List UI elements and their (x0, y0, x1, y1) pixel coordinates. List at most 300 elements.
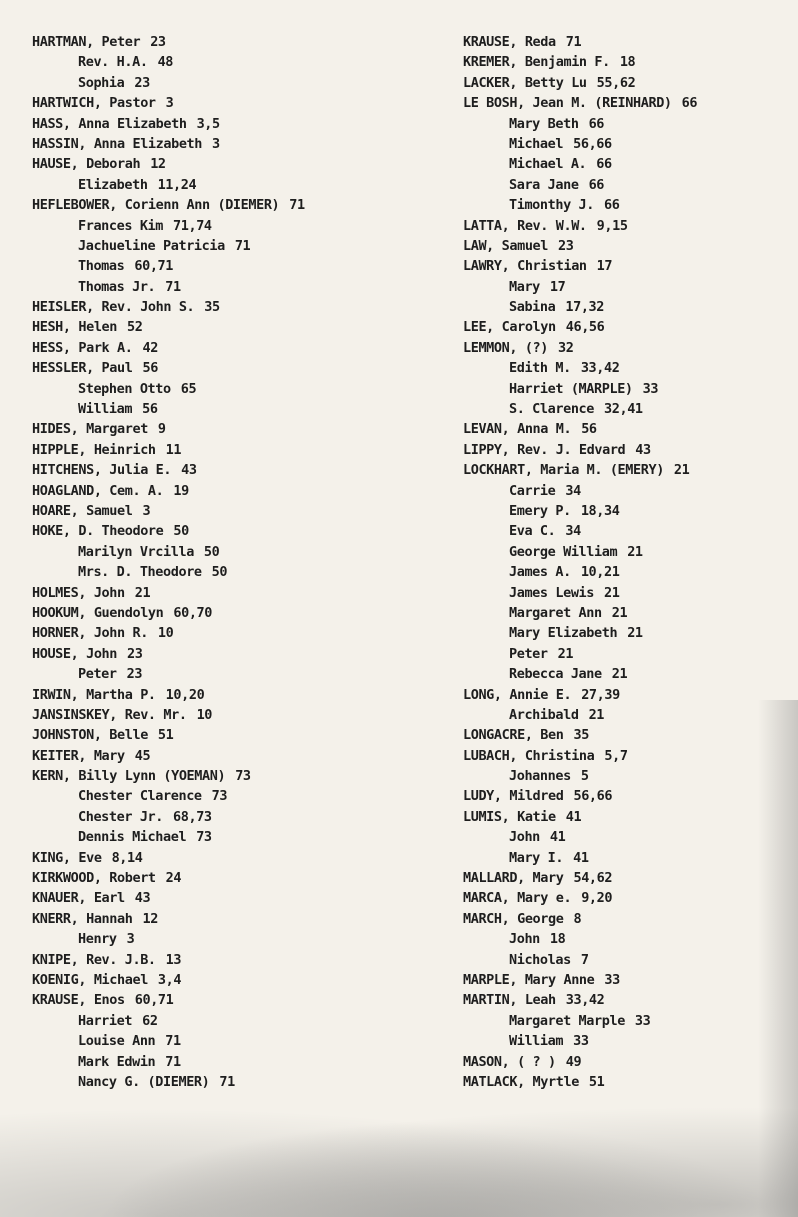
index-entry (32, 644, 412, 664)
entry-pages: 27,39 (581, 686, 620, 703)
index-entry (463, 868, 793, 888)
entry-pages: 17 (596, 258, 613, 275)
index-subentry (463, 501, 793, 521)
entry-pages: 41 (565, 808, 582, 825)
index-entry (32, 419, 412, 439)
entry-name: HESS, Park A. (32, 339, 133, 356)
entry-pages: 71 (165, 1053, 181, 1070)
entry-pages: 3 (142, 502, 151, 519)
entry-name: Nicholas (509, 951, 571, 968)
entry-pages: 3,5 (196, 115, 220, 132)
index-subentry (32, 664, 412, 684)
index-subentry (32, 379, 412, 399)
entry-pages: 11 (165, 441, 182, 458)
entry-pages: 33 (642, 380, 659, 397)
entry-pages: 5 (580, 768, 589, 785)
entry-name: LEVAN, Anna M. (463, 421, 572, 438)
index-subentry (463, 929, 793, 949)
index-subentry (463, 1011, 793, 1031)
entry-pages: 33,42 (565, 992, 605, 1009)
index-entry (32, 848, 412, 868)
entry-pages: 9,15 (596, 217, 628, 234)
entry-name: Nancy G. (DIEMER) (78, 1073, 210, 1090)
index-entry (463, 888, 793, 908)
entry-name: KRAUSE, Reda (463, 34, 556, 50)
entry-name: HEISLER, Rev. John S. (32, 299, 195, 316)
entry-pages: 33 (634, 1012, 651, 1029)
entry-pages: 21 (673, 462, 690, 479)
index-entry (32, 746, 412, 766)
entry-name: JOHNSTON, Belle (32, 727, 148, 744)
entry-name: KRAUSE, Enos (32, 992, 125, 1009)
index-subentry (32, 807, 412, 827)
entry-pages: 21 (611, 604, 628, 621)
entry-name: MASON, ( ? ) (463, 1053, 556, 1070)
entry-name: LACKER, Betty Lu (463, 74, 587, 91)
index-subentry (32, 827, 412, 847)
entry-name: Dennis Michael (78, 829, 187, 846)
index-entry (32, 950, 412, 970)
entry-pages: 34 (565, 523, 581, 540)
entry-name: HASSIN, Anna Elizabeth (32, 135, 203, 152)
entry-pages: 3 (212, 135, 220, 152)
entry-name: Archibald (509, 706, 579, 723)
entry-pages: 41 (573, 849, 589, 866)
index-entry (463, 256, 793, 276)
entry-name: William (509, 1033, 564, 1050)
entry-pages: 10,21 (580, 564, 620, 581)
entry-name: Eva C. (509, 523, 556, 540)
entry-pages: 71,74 (173, 217, 212, 234)
entry-pages: 46,56 (565, 319, 605, 336)
index-entry (32, 970, 412, 990)
entry-name: HARTMAN, Peter (32, 34, 141, 50)
entry-pages: 66 (681, 95, 698, 112)
entry-pages: 65 (180, 380, 197, 397)
entry-pages: 50 (203, 543, 220, 560)
entry-name: LATTA, Rev. W.W. (463, 217, 587, 234)
index-subentry (463, 827, 793, 847)
entry-pages: 50 (173, 523, 189, 540)
entry-pages: 43 (181, 462, 197, 479)
index-entry (463, 338, 793, 358)
entry-pages: 62 (142, 1012, 158, 1029)
entry-name: S. Clarence (509, 401, 595, 418)
index-subentry (463, 399, 793, 419)
entry-pages: 3,4 (157, 971, 182, 988)
index-entry (32, 888, 412, 908)
entry-name: MARCA, Mary e. (463, 890, 572, 907)
entry-pages: 21 (588, 706, 605, 723)
entry-pages: 8,14 (111, 849, 143, 866)
entry-name: KREMER, Benjamin F. (463, 54, 610, 71)
entry-name: Marilyn Vrcilla (78, 543, 194, 560)
entry-pages: 34 (565, 482, 581, 499)
index-entry (463, 685, 793, 705)
entry-pages: 23 (150, 34, 166, 50)
index-subentry (463, 562, 793, 582)
index-subentry (463, 1031, 793, 1051)
index-column-left (32, 32, 412, 1092)
entry-pages: 23 (127, 645, 143, 662)
index-entry (463, 93, 793, 113)
entry-pages: 23 (558, 237, 574, 254)
entry-pages: 13 (165, 951, 182, 968)
index-subentry (32, 399, 412, 419)
entry-name: KOENIG, Michael (32, 971, 148, 988)
index-subentry (463, 644, 793, 664)
entry-pages: 73 (211, 788, 228, 805)
entry-pages: 5,7 (604, 747, 628, 764)
index-entry (32, 195, 412, 215)
entry-name: IRWIN, Martha P. (32, 686, 156, 703)
entry-pages: 60,71 (134, 992, 174, 1009)
entry-pages: 21 (611, 666, 628, 683)
entry-pages: 71 (234, 237, 251, 254)
entry-name: Mary Elizabeth (509, 625, 618, 642)
entry-pages: 10 (196, 706, 213, 723)
entry-name: Johannes (509, 768, 571, 785)
entry-name: Rebecca Jane (509, 666, 602, 683)
index-entry (32, 685, 412, 705)
entry-pages: 18,34 (580, 502, 620, 519)
entry-pages: 71 (219, 1073, 235, 1090)
index-subentry (463, 848, 793, 868)
entry-name: James A. (509, 564, 571, 581)
entry-name: Mary Beth (509, 115, 579, 132)
entry-name: LONG, Annie E. (463, 686, 572, 703)
entry-name: Timonthy J. (509, 197, 595, 214)
index-subentry (32, 52, 412, 72)
entry-pages: 9 (157, 421, 166, 438)
entry-name: LUMIS, Katie (463, 808, 556, 825)
index-entry (463, 807, 793, 827)
entry-name: Sophia (78, 74, 125, 91)
index-entry (463, 909, 793, 929)
entry-name: LEMMON, (?) (463, 339, 549, 356)
index-entry (32, 583, 412, 603)
entry-pages: 8 (573, 910, 582, 927)
entry-pages: 21 (627, 625, 643, 642)
entry-pages: 68,73 (173, 808, 212, 825)
entry-name: George William (509, 543, 618, 560)
entry-name: LE BOSH, Jean M. (REINHARD) (463, 95, 672, 112)
entry-name: Thomas (78, 258, 125, 275)
entry-name: Mrs. D. Theodore (78, 564, 202, 581)
index-subentry (32, 929, 412, 949)
entry-name: KNERR, Hannah (32, 910, 133, 927)
entry-pages: 49 (565, 1053, 582, 1070)
entry-pages: 17 (549, 278, 566, 295)
entry-name: Sabina (509, 299, 556, 316)
entry-name: Mark Edwin (78, 1053, 156, 1070)
entry-name: Louise Ann (78, 1033, 156, 1050)
entry-name: Peter (509, 645, 548, 662)
index-entry (463, 32, 793, 52)
entry-name: Elizabeth (78, 176, 148, 193)
index-entry (32, 623, 412, 643)
entry-name: Henry (78, 931, 117, 948)
entry-pages: 32 (558, 339, 574, 356)
entry-pages: 45 (134, 747, 151, 764)
scan-edge-shadow (758, 700, 798, 1217)
entry-name: MATLACK, Myrtle (463, 1073, 579, 1090)
entry-name: LONGACRE, Ben (463, 727, 564, 744)
entry-name: HOARE, Samuel (32, 502, 133, 519)
index-subentry (32, 175, 412, 195)
index-subentry (463, 175, 793, 195)
entry-name: LOCKHART, Maria M. (EMERY) (463, 462, 664, 479)
entry-name: HOAGLAND, Cem. A. (32, 482, 164, 499)
entry-name: Rev. H.A. (78, 54, 148, 71)
entry-name: William (78, 401, 133, 418)
index-entry (32, 990, 412, 1010)
entry-name: James Lewis (509, 584, 595, 601)
index-entry (463, 460, 793, 480)
entry-name: KEITER, Mary (32, 747, 125, 764)
index-subentry (463, 154, 793, 174)
entry-name: LAWRY, Christian (463, 258, 587, 275)
entry-pages: 54,62 (573, 870, 613, 887)
entry-pages: 73 (235, 768, 251, 785)
entry-pages: 33 (604, 971, 620, 988)
entry-pages: 21 (604, 584, 620, 601)
entry-name: KNIPE, Rev. J.B. (32, 951, 156, 968)
entry-name: JANSINSKEY, Rev. Mr. (32, 706, 187, 723)
index-subentry (463, 583, 793, 603)
entry-pages: 3 (165, 95, 174, 112)
entry-name: Mary I. (509, 849, 564, 866)
index-entry (32, 440, 412, 460)
entry-pages: 73 (196, 829, 212, 846)
index-entry (32, 297, 412, 317)
entry-name: HOOKUM, Guendolyn (32, 604, 164, 621)
index-subentry (463, 297, 793, 317)
index-entry (463, 746, 793, 766)
entry-pages: 42 (142, 339, 158, 356)
index-subentry (32, 562, 412, 582)
entry-pages: 11,24 (157, 176, 197, 193)
entry-name: MARPLE, Mary Anne (463, 971, 595, 988)
entry-pages: 32,41 (604, 401, 643, 418)
entry-pages: 52 (127, 319, 143, 336)
entry-name: MARCH, George (463, 910, 564, 927)
entry-pages: 21 (557, 645, 574, 662)
index-subentry (32, 256, 412, 276)
entry-name: John (509, 829, 540, 846)
index-subentry (32, 1011, 412, 1031)
entry-name: Harriet (MARPLE) (509, 380, 633, 397)
index-subentry (463, 481, 793, 501)
entry-name: HARTWICH, Pastor (32, 95, 156, 112)
entry-pages: 71 (165, 278, 181, 295)
index-subentry (463, 358, 793, 378)
entry-pages: 35 (204, 299, 220, 316)
entry-pages: 35 (573, 727, 589, 744)
index-subentry (32, 1052, 412, 1072)
index-entry (32, 114, 412, 134)
entry-name: Frances Kim (78, 217, 164, 234)
entry-pages: 60,71 (134, 258, 174, 275)
entry-pages: 56,66 (573, 788, 613, 805)
index-entry (463, 970, 793, 990)
index-subentry (463, 623, 793, 643)
entry-pages: 56 (581, 421, 597, 438)
entry-pages: 17,32 (565, 299, 605, 316)
entry-pages: 3 (126, 931, 135, 948)
entry-name: KERN, Billy Lynn (YOEMAN) (32, 768, 226, 785)
entry-pages: 9,20 (581, 890, 613, 907)
index-entry (463, 52, 793, 72)
index-entry (32, 705, 412, 725)
index-subentry (463, 379, 793, 399)
entry-name: HESSLER, Paul (32, 360, 133, 377)
entry-name: HOKE, D. Theodore (32, 523, 164, 540)
entry-pages: 43 (635, 441, 651, 458)
entry-pages: 18 (549, 931, 566, 948)
entry-pages: 71 (565, 34, 582, 50)
index-entry (32, 501, 412, 521)
entry-name: HIPPLE, Heinrich (32, 441, 156, 458)
index-entry (463, 1052, 793, 1072)
entry-pages: 7 (580, 951, 589, 968)
index-entry (32, 154, 412, 174)
entry-pages: 56 (142, 360, 158, 377)
entry-name: Sara Jane (509, 176, 579, 193)
index-subentry (32, 542, 412, 562)
entry-name: HOLMES, John (32, 584, 125, 601)
entry-name: KNAUER, Earl (32, 890, 125, 907)
entry-pages: 56,66 (573, 135, 612, 152)
entry-name: Margaret Marple (509, 1012, 625, 1029)
entry-name: Edith M. (509, 360, 571, 377)
entry-pages: 50 (211, 564, 228, 581)
entry-name: Jachueline Patricia (78, 237, 225, 254)
entry-pages: 21 (627, 543, 643, 560)
entry-pages: 66 (604, 197, 620, 214)
index-subentry (32, 277, 412, 297)
entry-pages: 24 (165, 870, 182, 887)
index-subentry (463, 705, 793, 725)
index-entry (32, 603, 412, 623)
index-entry (32, 909, 412, 929)
index-entry (32, 32, 412, 52)
scan-noise (0, 1090, 798, 1217)
index-entry (32, 134, 412, 154)
index-entry (32, 338, 412, 358)
index-subentry (463, 277, 793, 297)
index-entry (32, 93, 412, 113)
entry-pages: 21 (134, 584, 151, 601)
entry-pages: 23 (126, 666, 143, 683)
index-subentry (463, 195, 793, 215)
index-entry (463, 990, 793, 1010)
entry-name: HAUSE, Deborah (32, 156, 141, 173)
entry-name: KIRKWOOD, Robert (32, 870, 156, 887)
entry-name: Stephen Otto (78, 380, 171, 397)
entry-pages: 12 (150, 156, 166, 173)
index-entry (463, 216, 793, 236)
entry-pages: 66 (588, 176, 605, 193)
entry-pages: 10,20 (165, 686, 205, 703)
entry-pages: 19 (173, 482, 189, 499)
entry-name: HASS, Anna Elizabeth (32, 115, 187, 132)
entry-pages: 23 (134, 74, 150, 91)
index-subentry (32, 216, 412, 236)
index-subentry (463, 542, 793, 562)
index-entry (463, 73, 793, 93)
index-entry (463, 419, 793, 439)
index-entry (32, 358, 412, 378)
index-subentry (463, 521, 793, 541)
entry-pages: 56 (142, 401, 158, 418)
entry-pages: 10 (157, 625, 174, 642)
entry-name: LUBACH, Christina (463, 747, 595, 764)
entry-name: Harriet (78, 1012, 133, 1029)
entry-name: Mary (509, 278, 540, 295)
entry-name: HESH, Helen (32, 319, 118, 336)
entry-name: Margaret Ann (509, 604, 602, 621)
index-entry (32, 725, 412, 745)
entry-name: HITCHENS, Julia E. (32, 462, 172, 479)
index-subentry (463, 603, 793, 623)
entry-pages: 51 (157, 727, 174, 744)
entry-pages: 55,62 (596, 74, 636, 91)
index-entry (32, 481, 412, 501)
entry-pages: 18 (619, 54, 636, 71)
index-entry (463, 317, 793, 337)
index-subentry (32, 73, 412, 93)
entry-pages: 71 (289, 197, 305, 214)
entry-pages: 48 (157, 54, 174, 71)
entry-name: Emery P. (509, 502, 571, 519)
index-column-right (463, 32, 793, 1092)
entry-name: Chester Jr. (78, 808, 164, 825)
index-entry (463, 236, 793, 256)
index-subentry (463, 766, 793, 786)
entry-name: Carrie (509, 482, 556, 499)
entry-pages: 66 (588, 115, 605, 132)
entry-name: Thomas Jr. (78, 278, 156, 295)
index-subentry (32, 786, 412, 806)
entry-pages: 12 (142, 910, 158, 927)
entry-name: HORNER, John R. (32, 625, 148, 642)
index-entry (32, 317, 412, 337)
entry-name: Peter (78, 666, 117, 683)
index-subentry (32, 1031, 412, 1051)
entry-name: MALLARD, Mary (463, 870, 564, 887)
entry-name: HOUSE, John (32, 645, 118, 662)
entry-name: LIPPY, Rev. J. Edvard (463, 441, 626, 458)
index-subentry (463, 114, 793, 134)
entry-name: LEE, Carolyn (463, 319, 556, 336)
entry-pages: 33,42 (580, 360, 620, 377)
entry-pages: 43 (134, 890, 151, 907)
index-subentry (463, 950, 793, 970)
entry-name: Michael (509, 135, 564, 152)
index-subentry (463, 134, 793, 154)
entry-name: John (509, 931, 540, 948)
index-entry (463, 725, 793, 745)
entry-name: KING, Eve (32, 849, 102, 866)
entry-pages: 71 (165, 1033, 181, 1050)
index-entry (463, 786, 793, 806)
index-entry (463, 440, 793, 460)
index-entry (32, 521, 412, 541)
entry-name: LAW, Samuel (463, 237, 549, 254)
entry-pages: 33 (573, 1033, 589, 1050)
index-entry (32, 868, 412, 888)
